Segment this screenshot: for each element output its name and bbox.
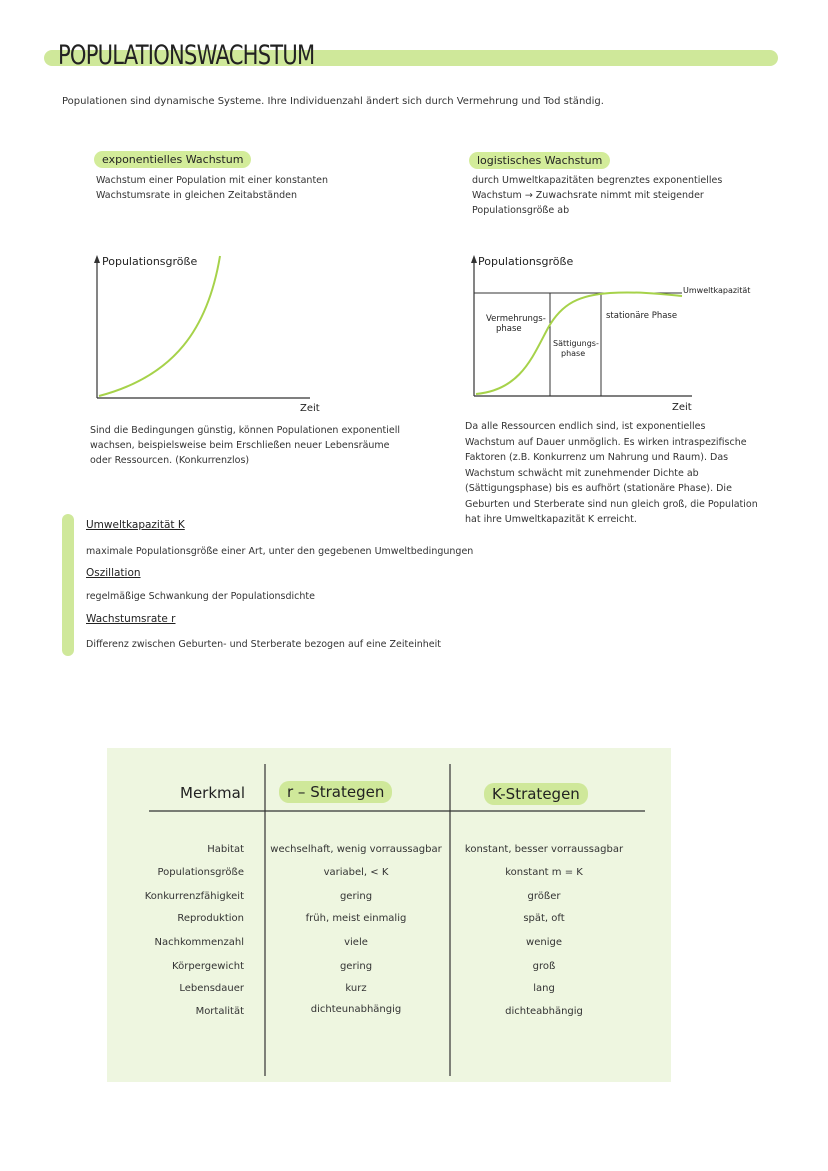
table-row-k: konstant, besser vorraussagbar (464, 844, 624, 855)
logistic-y-arrow (471, 255, 477, 263)
logistic-definition (472, 173, 722, 218)
logistic-ylabel: Populationsgröße (478, 255, 574, 268)
exponential-definition (96, 173, 328, 203)
logistic-definition-line1: durch Umweltkapazitäten begrenztes exponentielles (472, 175, 723, 186)
logistic-note-line1: Da alle Ressourcen endlich sind, ist exponentielles (465, 421, 706, 432)
table-row-r: gering (339, 891, 373, 902)
table-row-label: Habitat (207, 844, 244, 855)
table-row-label: Mortalität (195, 1006, 244, 1017)
table-row-r: variabel, < K (323, 867, 389, 878)
exponential-definition-line2: Wachstumsrate in gleichen Zeitabständen (96, 190, 298, 201)
phase1-label-line1: Vermehrungs- (486, 314, 546, 324)
table-row-r: dichteunabhängig (310, 1004, 402, 1015)
table-row-k: lang (533, 983, 555, 994)
table-row-r: wechselhaft, wenig vorraussagbar (270, 844, 442, 855)
logistic-note (465, 419, 758, 528)
logistic-note-line5: (Sättigungsphase) bis es aufhört (stationäre Phase). Die (465, 483, 732, 494)
page-title: POPULATIONSWACHSTUM (58, 40, 315, 71)
table-row-label: Konkurrenzfähigkeit (144, 891, 244, 902)
table-row-label: Populationsgröße (157, 867, 244, 878)
logistic-chart (460, 248, 760, 418)
exponential-curve (99, 256, 220, 396)
table-row-r: kurz (345, 983, 367, 994)
intro-text: Populationen sind dynamische Systeme. Ihre Individuenzahl ändert sich durch Vermehrung und Tod ständig. (62, 96, 604, 107)
table-row-k: dichteabhängig (505, 1006, 583, 1017)
logistic-note-line2: Wachstum auf Dauer unmöglich. Es wirken intraspezifische (465, 436, 747, 448)
term-wachstumsrate: Wachstumsrate r (86, 613, 176, 625)
table-header-k: K-Strategen (484, 783, 588, 805)
capacity-label: Umweltkapazität (683, 286, 751, 295)
exponential-definition-line1: Wachstum einer Population mit einer konstanten (96, 175, 329, 186)
table-row-k: spät, oft (523, 913, 565, 924)
exponential-note (90, 423, 400, 468)
exponential-note-line3: oder Ressourcen. (Konkurrenzlos) (90, 455, 250, 466)
definitions-accent-bar (62, 514, 74, 656)
def-oszillation: regelmäßige Schwankung der Populationsdichte (86, 591, 315, 602)
table-row-r: gering (339, 961, 373, 972)
term-oszillation: Oszillation (86, 567, 141, 579)
table-row-label: Nachkommenzahl (154, 937, 244, 948)
logistic-heading: logistisches Wachstum (469, 152, 610, 169)
table-row-k: wenige (526, 937, 562, 948)
phase3-label: stationäre Phase (606, 311, 678, 321)
logistic-note-line7: hat ihre Umweltkapazität K erreicht. (465, 514, 637, 525)
exponential-y-arrow (94, 255, 100, 263)
table-row-label: Lebensdauer (179, 983, 244, 994)
table-row-k: groß (532, 961, 556, 972)
logistic-note-line4: Wachstum schwächt mit zunehmender Dichte ab (465, 467, 699, 479)
exponential-heading: exponentielles Wachstum (94, 151, 251, 168)
table-row-label: Körpergewicht (172, 961, 244, 972)
table-header-r: r – Strategen (279, 781, 392, 803)
logistic-definition-line3: Populationsgröße ab (472, 205, 570, 216)
def-wachstumsrate: Differenz zwischen Geburten- und Sterberate bezogen auf eine Zeiteinheit (86, 639, 441, 650)
table-row-k: konstant m = K (505, 867, 583, 878)
exponential-note-line2: wachsen, beispielsweise beim Erschließen neuer Lebensräume (90, 440, 390, 451)
phase2-label-line2: phase (561, 349, 586, 358)
exponential-note-line1: Sind die Bedingungen günstig, können Populationen exponentiell (90, 425, 400, 436)
exponential-ylabel: Populationsgröße (102, 255, 198, 268)
logistic-note-line6: Geburten und Sterberate sind nun gleich groß, die Population (465, 498, 758, 510)
logistic-xlabel: Zeit (672, 402, 692, 413)
table-row-k: größer (527, 891, 561, 902)
def-umweltkapazitaet: maximale Populationsgröße einer Art, unter den gegebenen Umweltbedingungen (86, 546, 474, 557)
table-row-label: Reproduktion (177, 913, 244, 924)
table-header-merkmal: Merkmal (180, 784, 245, 802)
phase1-label-line2: phase (496, 324, 522, 334)
term-umweltkapazitaet: Umweltkapazität K (86, 519, 185, 531)
table-row-r: früh, meist einmalig (305, 913, 407, 924)
exponential-chart (80, 248, 340, 418)
logistic-definition-line2: Wachstum → Zuwachsrate nimmt mit steigender (472, 190, 704, 201)
table-row-r: viele (344, 937, 368, 948)
exponential-xlabel: Zeit (300, 403, 320, 414)
logistic-note-line3: Faktoren (z.B. Konkurrenz um Nahrung und Raum). Das (465, 452, 729, 463)
phase2-label-line1: Sättigungs- (553, 339, 599, 348)
